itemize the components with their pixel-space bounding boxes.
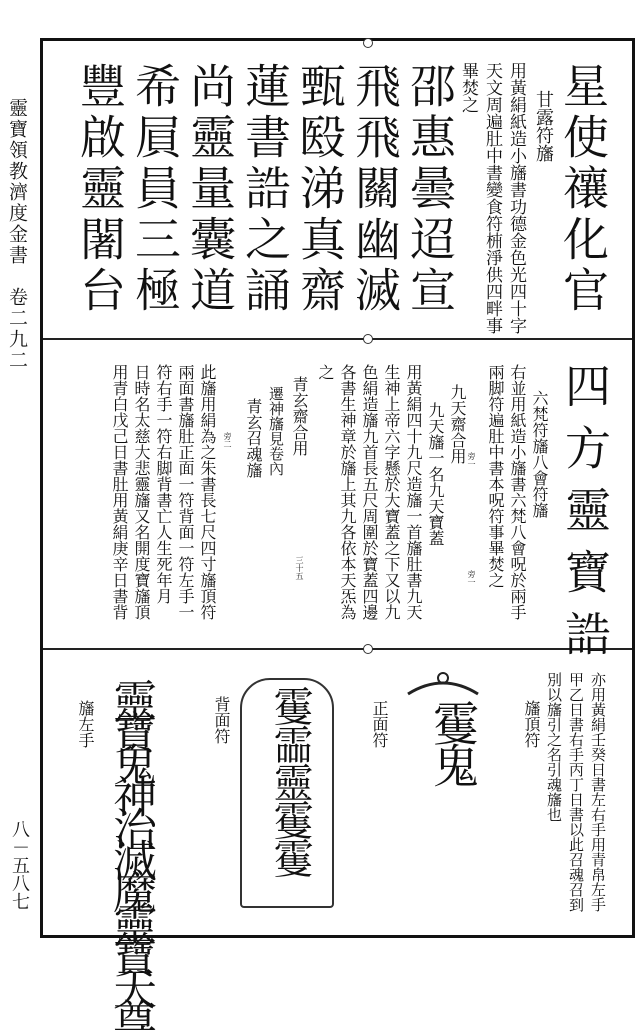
talisman-glyphs: 䨥鬼: [426, 700, 480, 784]
text-column: 畢焚之: [458, 62, 478, 113]
page-number-margin: 八－五八七: [9, 820, 30, 910]
text-column: 別以旛引之名引魂旛也: [545, 672, 563, 822]
panel-divider-1: [43, 338, 632, 340]
text-column: 之: [316, 364, 335, 380]
seal-column: 尚靈量囊道: [183, 62, 237, 317]
back-talisman: [104, 672, 204, 1030]
divider-ornament: [363, 334, 373, 344]
small-note: 三十五: [295, 556, 304, 580]
text-column: 九天齋合用: [448, 384, 467, 464]
text-column: 兩脚符遍肚中書本呪符事畢焚之: [486, 364, 505, 588]
panel-divider-2: [43, 648, 632, 650]
small-note: 旁一: [467, 570, 476, 586]
talisman-label: 旛頂符: [522, 700, 541, 748]
divider-ornament: [363, 644, 373, 654]
text-column: 亦用黃絹壬癸日書左右手用青帛左手: [589, 672, 607, 912]
talisman-label: 背面符: [212, 696, 231, 744]
text-column: 此旛用絹為之朱書長七尺四寸旛頂符: [198, 364, 217, 620]
text-column: 青玄齋合用: [290, 376, 309, 456]
seal-column-1: 星使禳化官: [556, 62, 610, 317]
text-column: 甲乙日書右手丙丁日書以此召魂召到: [567, 672, 585, 912]
text-column: 用黃絹紙造小旛書功德金色光四十字: [506, 62, 526, 334]
seal-column: 邵惠曇迢宣: [403, 62, 457, 317]
talisman-label: 正面符: [370, 700, 389, 748]
text-column: 日時名太慈大悲靈旛又名開度寶旛頂: [132, 364, 151, 620]
text-column: 用黃絹四十九尺造旛一首旛肚書九天: [404, 364, 423, 620]
text-column: 色絹造旛九首長五尺周圍於寶蓋四邊: [360, 364, 379, 620]
front-talisman: [232, 672, 342, 912]
talisman-label: 旛左手: [76, 700, 95, 748]
divider-ornament: [363, 38, 373, 48]
small-note: 旁一: [467, 452, 476, 468]
text-column: 兩面書旛肚正面一符背面一符左手一: [176, 364, 195, 620]
seal-column: 希屓員三極: [128, 62, 182, 317]
text-column: 符右手一符右脚背書亡人生死年月: [154, 364, 173, 604]
text-column: 生神上帝六字懸於大寶蓋之下又以九: [382, 364, 401, 620]
small-note: 旁二: [223, 432, 232, 448]
text-column: 各書生神章於旛上其九各依本天炁為: [338, 364, 357, 620]
head-talisman: [398, 670, 488, 810]
panel-heading: 甘露符旛: [533, 90, 554, 162]
text-column: 青玄召魂旛: [244, 398, 263, 478]
text-column: 六梵符旛八會符旛: [530, 390, 549, 518]
text-column: 右並用紙造小旛書六梵八會呪於兩手: [508, 364, 527, 620]
seal-column: 豐啟靈闍台: [73, 62, 127, 317]
text-column: 天文周遍肚中書變食符枾淨供四畔事: [482, 62, 502, 334]
text-column: 用青白戊己日書肚用黃絹庚辛日書背: [110, 364, 129, 620]
seal-column: 四方靈寶誥: [558, 362, 612, 672]
seal-column: 蓮書誥之誦: [238, 62, 292, 317]
seal-column: 甄殹涕真齋: [293, 62, 347, 317]
book-title-margin: 靈寶領教濟度金書 卷二九二: [6, 98, 28, 371]
talisman-glyphs: 䨥霝靈䨥䨥: [267, 686, 313, 876]
text-column: 九天旛一名九天寶蓋: [426, 402, 445, 546]
seal-column: 飛飛關幽滅: [348, 62, 402, 317]
talisman-glyphs: 靈寶鬼神治滅魔靈寶天尊: [105, 678, 156, 1030]
text-column: 遷神旛見卷內: [267, 386, 285, 476]
